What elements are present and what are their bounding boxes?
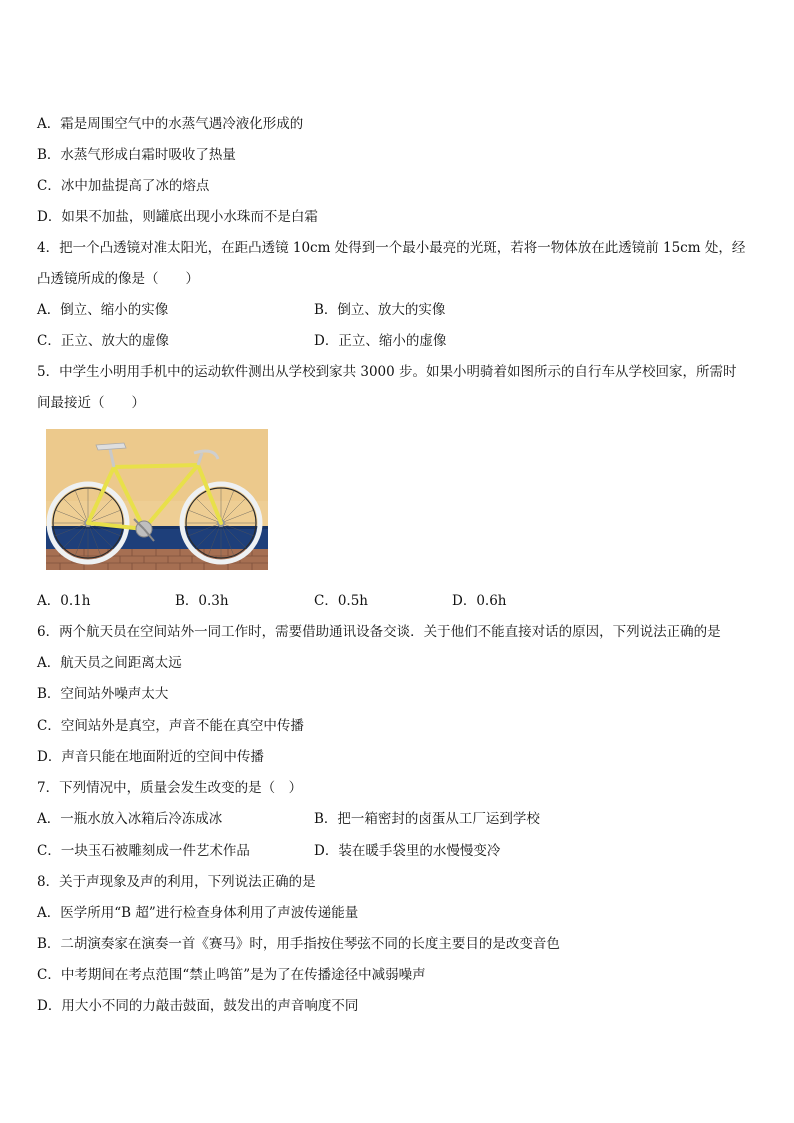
q7-option-c: C．一块玉石被雕刻成一件艺术作品 <box>37 843 250 859</box>
q4-option-d: D．正立、缩小的虚像 <box>314 333 447 349</box>
q3-option-a: A．霜是周围空气中的水蒸气遇冷液化形成的 <box>37 116 304 132</box>
q7-option-b: B．把一箱密封的卤蛋从工厂运到学校 <box>314 811 540 827</box>
q6-option-b: B．空间站外噪声太大 <box>37 686 169 702</box>
q7-stem: 7．下列情况中，质量会发生改变的是（ ） <box>37 780 303 796</box>
q5-option-c: C．0.5h <box>314 593 368 609</box>
q6-option-a: A．航天员之间距离太远 <box>37 655 182 671</box>
q4-option-b: B．倒立、放大的实像 <box>314 302 446 318</box>
q5-stem-line1: 5．中学生小明用手机中的运动软件测出从学校到家共 3000 步。如果小明骑着如图所示的自行车从学校回家，所需时 <box>37 364 737 380</box>
q8-stem: 8．关于声现象及声的利用，下列说法正确的是 <box>37 874 316 890</box>
q3-option-b: B．水蒸气形成白霜时吸收了热量 <box>37 147 236 163</box>
q4-stem-line2: 凸透镜所成的像是（ ） <box>37 271 199 287</box>
q4-stem-line1: 4．把一个凸透镜对准太阳光，在距凸透镜 10cm 处得到一个最小最亮的光斑，若将一物体放在此透镜前 15cm 处，经 <box>37 240 746 256</box>
q8-option-a: A．医学所用“B 超”进行检查身体利用了声波传递能量 <box>37 905 359 921</box>
q8-option-c: C．中考期间在考点范围“禁止鸣笛”是为了在传播途径中减弱噪声 <box>37 967 426 983</box>
q6-stem: 6．两个航天员在空间站外一同工作时，需要借助通讯设备交谈．关于他们不能直接对话的原因，下列说法正确的是 <box>37 624 721 640</box>
q5-option-b: B．0.3h <box>175 593 229 609</box>
q8-option-d: D．用大小不同的力敲击鼓面，鼓发出的声音响度不同 <box>37 998 359 1014</box>
q7-option-d: D．装在暖手袋里的水慢慢变冷 <box>314 843 501 859</box>
q4-option-c: C．正立、放大的虚像 <box>37 333 169 349</box>
q5-stem-line2: 间最接近（ ） <box>37 395 145 411</box>
q5-option-d: D．0.6h <box>452 593 507 609</box>
bicycle-photo <box>46 429 268 570</box>
q5-option-a: A．0.1h <box>37 593 91 609</box>
q3-option-c: C．冰中加盐提高了冰的熔点 <box>37 178 210 194</box>
q6-option-c: C．空间站外是真空，声音不能在真空中传播 <box>37 718 304 734</box>
q7-option-a: A．一瓶水放入冰箱后冷冻成冰 <box>37 811 223 827</box>
q6-option-d: D．声音只能在地面附近的空间中传播 <box>37 749 264 765</box>
q3-option-d: D．如果不加盐，则罐底出现小水珠而不是白霜 <box>37 209 318 225</box>
q8-option-b: B．二胡演奏家在演奏一首《赛马》时，用手指按住琴弦不同的长度主要目的是改变音色 <box>37 936 560 952</box>
q4-option-a: A．倒立、缩小的实像 <box>37 302 169 318</box>
